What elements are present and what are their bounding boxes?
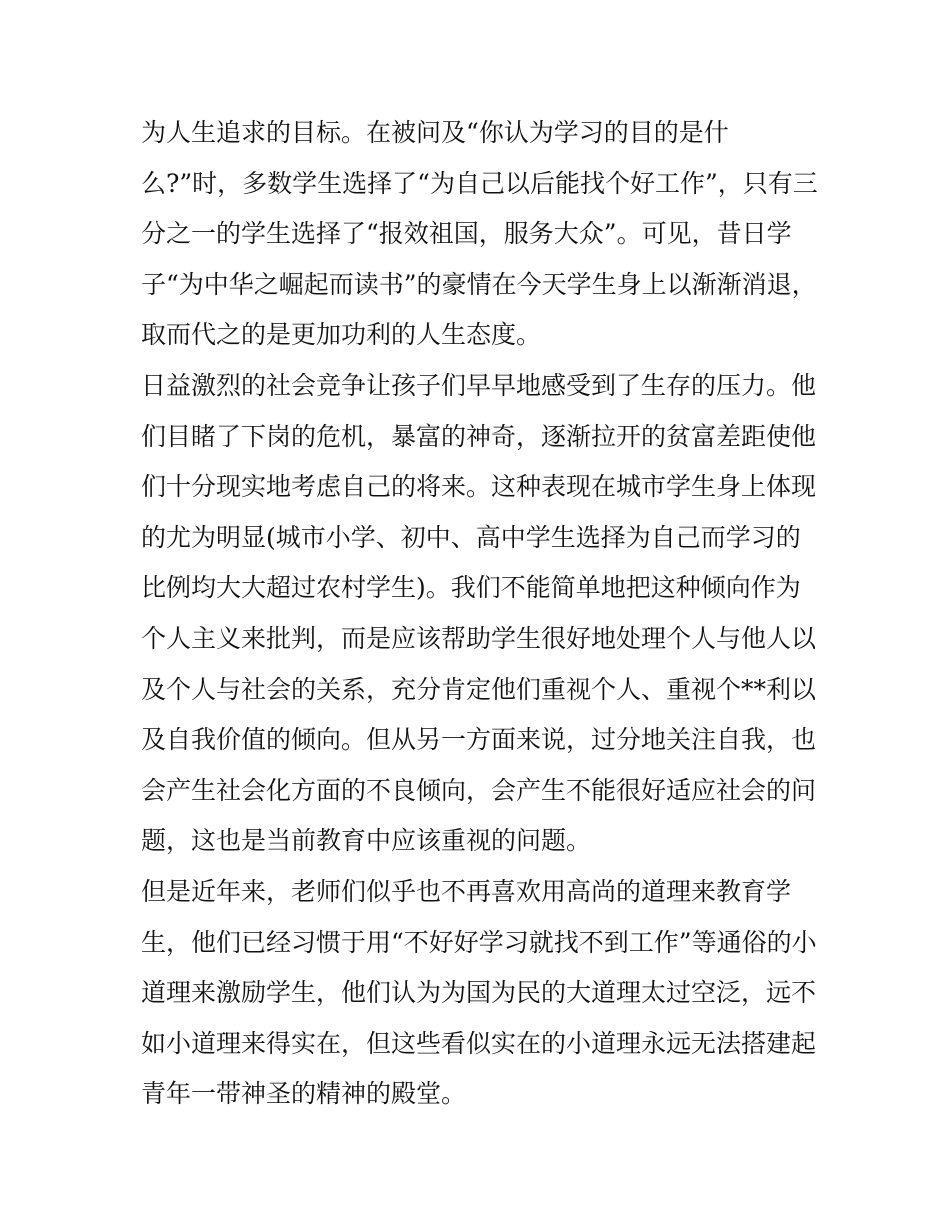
text-line: 为人生追求的目标。在被问及“你认为学习的目的是什	[141, 118, 729, 147]
text-line: 个人主义来批判，而是应该帮助学生很好地处理个人与他人以	[141, 623, 817, 653]
text-line: 但是近年来，老师们似乎也不再喜欢用高尚的道理来教育学	[141, 876, 792, 906]
text-line: 的尤为明显(城市小学、初中、高中学生选择为自己而学习的	[141, 522, 801, 552]
text-line: 们十分现实地考虑自己的将来。这种表现在城市学生身上体现	[141, 472, 817, 502]
text-line: 生，他们已经习惯于用“不好好学习就找不到工作”等通俗的小	[141, 927, 817, 957]
text-line: 日益激烈的社会竞争让孩子们早早地感受到了生存的压力。他	[141, 370, 817, 400]
text-line: 青年一带神圣的精神的殿堂。	[141, 1079, 467, 1109]
text-line: 子“为中华之崛起而读书”的豪情在今天学生身上以渐渐消退，	[141, 269, 817, 299]
text-line: 会产生社会化方面的不良倾向，会产生不能很好适应社会的问	[141, 775, 817, 805]
text-line: 么?”时，多数学生选择了“为自己以后能找个好工作”，只有三	[141, 168, 818, 198]
text-line: 们目睹了下岗的危机，暴富的神奇，逐渐拉开的贫富差距使他	[141, 421, 817, 451]
text-line: 题，这也是当前教育中应该重视的问题。	[141, 826, 592, 856]
text-line: 及个人与社会的关系，充分肯定他们重视个人、重视个**利以	[141, 674, 817, 704]
body-text	[141, 108, 821, 1120]
text-line: 比例均大大超过农村学生)。我们不能简单地把这种倾向作为	[141, 573, 801, 603]
text-line: 如小道理来得实在，但这些看似实在的小道理永远无法搭建起	[141, 1028, 817, 1058]
text-line: 分之一的学生选择了“报效祖国，服务大众”。可见，昔日学	[141, 219, 792, 249]
text-line: 及自我价值的倾向。但从另一方面来说，过分地关注自我，也	[141, 725, 817, 755]
text-line: 道理来激励学生，他们认为为国为民的大道理太过空泛，远不	[141, 978, 817, 1008]
text-line: 取而代之的是更加功利的人生态度。	[141, 320, 542, 350]
